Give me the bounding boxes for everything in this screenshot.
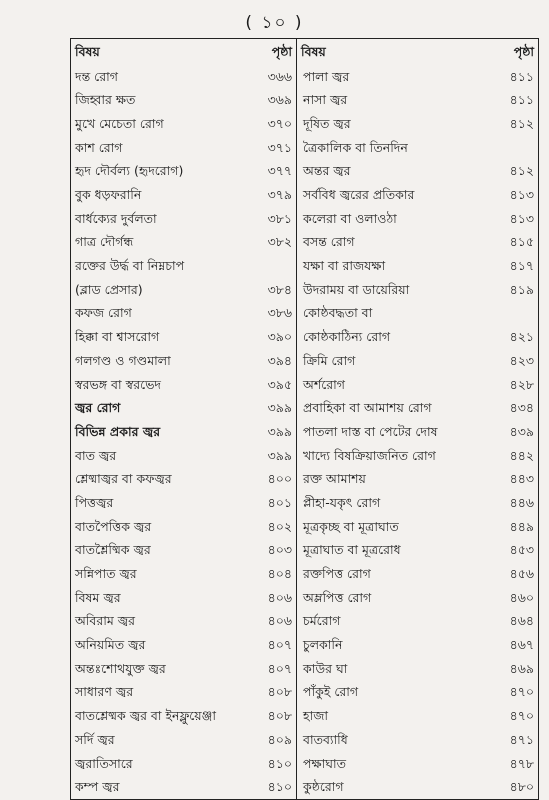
left-page-cell: ৩৯৯ bbox=[249, 420, 297, 444]
left-page-cell: ৪০৮ bbox=[249, 705, 297, 729]
right-page-cell: ৪৩৯ bbox=[509, 423, 534, 439]
right-page-cell: ৪৬৭ bbox=[509, 637, 534, 653]
right-page-cell: ৪২৮ bbox=[509, 376, 534, 392]
left-subject-cell: (ব্লাড প্রেসার) bbox=[75, 281, 143, 297]
right-page-cell: ৪১৯ bbox=[509, 281, 534, 297]
left-page-cell: ৩৭৯ bbox=[249, 183, 297, 207]
right-subject-cell: দূষিত জ্বর bbox=[303, 115, 351, 131]
right-subject-cell: অন্তর জ্বর bbox=[303, 163, 351, 179]
right-page-cell: ৪৪৩ bbox=[509, 471, 534, 487]
table-of-contents bbox=[70, 38, 539, 800]
table-row bbox=[71, 278, 539, 302]
right-subject-cell: খাদ্যে বিষক্রিয়াজনিত রোগ bbox=[303, 447, 436, 463]
table-row bbox=[71, 183, 539, 207]
right-page-cell: ৪৬৯ bbox=[509, 660, 534, 676]
left-subject-cell: বাত জ্বর bbox=[75, 447, 117, 463]
left-page-cell: ৪০৩ bbox=[249, 539, 297, 563]
left-page-cell: ৪০৮ bbox=[249, 681, 297, 705]
right-subject-cell: পালা জ্বর bbox=[303, 68, 350, 84]
table-row bbox=[71, 231, 539, 255]
right-page-cell: ৪১১ bbox=[509, 92, 534, 108]
right-page-cell: ৪১১ bbox=[509, 68, 534, 84]
left-subject-cell: বাতশ্লৈষ্মিক জ্বর bbox=[75, 542, 151, 558]
right-page-cell: ৪৭০ bbox=[509, 684, 534, 700]
right-page-cell: ৪৪৬ bbox=[509, 494, 534, 510]
right-page-cell: ৪২১ bbox=[509, 329, 534, 345]
right-subject-cell: ত্রৈকালিক বা তিনদিন bbox=[303, 139, 408, 155]
right-page-cell: ৪৬৪ bbox=[509, 613, 534, 629]
table-row bbox=[71, 349, 539, 373]
left-subject-cell: কফজ রোগ bbox=[75, 305, 132, 321]
left-page-cell: ৪০১ bbox=[249, 491, 297, 515]
right-subject-cell: কলেরা বা ওলাওঠা bbox=[303, 210, 397, 226]
right-page-cell: ৪৫৩ bbox=[509, 542, 534, 558]
table-row bbox=[71, 207, 539, 231]
left-subject-cell: সর্দি জ্বর bbox=[75, 731, 115, 747]
right-subject-cell: মূত্রাঘাত বা মূত্ররোধ bbox=[303, 542, 401, 558]
left-page-cell: ৪০৪ bbox=[249, 562, 297, 586]
table-row bbox=[71, 776, 539, 800]
right-subject-cell: হাজা bbox=[303, 708, 329, 724]
left-page-cell bbox=[249, 255, 297, 279]
right-page-header: পৃষ্ঠা bbox=[513, 43, 534, 59]
right-subject-cell: বসন্ত রোগ bbox=[303, 234, 355, 250]
left-page-cell: ৪০৯ bbox=[249, 728, 297, 752]
right-subject-cell: যক্ষা বা রাজযক্ষা bbox=[303, 258, 386, 274]
table-row bbox=[71, 681, 539, 705]
right-subject-cell: চুলকানি bbox=[303, 637, 343, 653]
right-page-cell: ৪১৩ bbox=[509, 210, 534, 226]
left-subject-cell: রক্তের উর্দ্ধ বা নিম্নচাপ bbox=[75, 258, 185, 274]
right-page-cell: ৪৪৯ bbox=[509, 518, 534, 534]
left-subject-cell: বাতশ্লেষ্মক জ্বর বা ইনফ্লুয়েঞ্জা bbox=[75, 708, 216, 724]
right-page-cell bbox=[492, 136, 539, 160]
right-page-cell: ৪৮০ bbox=[509, 779, 534, 795]
table-row bbox=[71, 562, 539, 586]
left-subject-cell: দন্ত রোগ bbox=[75, 68, 118, 84]
right-page-cell: ৪৪২ bbox=[509, 447, 534, 463]
right-subject-cell: পাঁকুই রোগ bbox=[303, 684, 359, 700]
right-page-cell: ৪৩৪ bbox=[509, 400, 534, 416]
left-page-cell: ৩৬৬ bbox=[249, 65, 297, 89]
right-subject-cell: কোষ্ঠবদ্ধতা বা bbox=[303, 305, 373, 321]
left-page-cell: ৩৮৬ bbox=[249, 302, 297, 326]
table-row bbox=[71, 539, 539, 563]
left-subject-cell: মুখে মেচেতা রোগ bbox=[75, 115, 164, 131]
right-subject-cell: প্রবাহিকা বা আমাশয় রোগ bbox=[303, 400, 432, 416]
left-subject-cell: গাত্র দৌর্গন্ধ bbox=[75, 234, 134, 250]
right-subject-cell: কাউর ঘা bbox=[303, 660, 348, 676]
left-subject-cell: পিত্তজ্বর bbox=[75, 494, 114, 510]
right-page-cell: ৪১৫ bbox=[509, 234, 534, 250]
left-page-cell: ৪০৭ bbox=[249, 657, 297, 681]
left-subject-cell: হৃদ দৌর্বল্য (হৃদরোগ) bbox=[75, 163, 184, 179]
table-row bbox=[71, 65, 539, 89]
right-subject-cell: উদরাময় বা ডায়েরিয়া bbox=[303, 281, 410, 297]
table-row bbox=[71, 397, 539, 421]
left-subject-cell: স্বরভঙ্গ বা স্বরভেদ bbox=[75, 376, 162, 392]
table-row bbox=[71, 491, 539, 515]
table-row bbox=[71, 468, 539, 492]
right-subject-cell: রক্তপিত্ত রোগ bbox=[303, 566, 371, 582]
table-row bbox=[71, 373, 539, 397]
left-page-cell: ৩৯৯ bbox=[249, 444, 297, 468]
right-subject-cell: মূত্রকৃচ্ছ বা মূত্রাঘাত bbox=[303, 518, 399, 534]
right-page-cell: ৪১৩ bbox=[509, 187, 534, 203]
right-page-cell: ৪৫৬ bbox=[509, 566, 534, 582]
right-page-cell: ৪২৩ bbox=[509, 352, 534, 368]
left-subject-cell: জিহ্বার ক্ষত bbox=[75, 92, 136, 108]
table-row bbox=[71, 657, 539, 681]
right-page-cell: ৪৭১ bbox=[509, 731, 534, 747]
right-subject-cell: কুষ্ঠরোগ bbox=[303, 779, 344, 795]
table-row bbox=[71, 752, 539, 776]
table-row bbox=[71, 420, 539, 444]
left-subject-cell: বার্ধক্যের দুর্বলতা bbox=[75, 210, 157, 226]
left-page-cell: ৩৭০ bbox=[249, 112, 297, 136]
left-page-cell: ৪০৬ bbox=[249, 610, 297, 634]
left-subject-cell: সন্নিপাত জ্বর bbox=[75, 566, 137, 582]
left-page-cell: ৪০৬ bbox=[249, 586, 297, 610]
right-page-cell: ৪৭৮ bbox=[509, 755, 534, 771]
left-subject-cell: বিষম জ্বর bbox=[75, 589, 121, 605]
left-subject-cell: গলগণ্ড ও গণ্ডমালা bbox=[75, 352, 171, 368]
left-page-cell: ৩৮৪ bbox=[249, 278, 297, 302]
left-page-cell: ৩৮১ bbox=[249, 207, 297, 231]
left-page-cell: ৩৭৭ bbox=[249, 160, 297, 184]
right-subject-cell: পাতলা দাস্ত বা পেটের দোষ bbox=[303, 423, 438, 439]
table-row bbox=[71, 112, 539, 136]
left-page-cell: ৩৭১ bbox=[249, 136, 297, 160]
left-subject-cell: বাতপৈত্তিক জ্বর bbox=[75, 518, 152, 534]
left-page-header: পৃষ্ঠা bbox=[249, 39, 297, 66]
right-subject-cell: রক্ত আমাশয় bbox=[303, 471, 366, 487]
right-subject-cell: চর্মরোগ bbox=[303, 613, 341, 629]
table-row bbox=[71, 326, 539, 350]
left-page-cell: ৪১০ bbox=[249, 752, 297, 776]
table-row bbox=[71, 610, 539, 634]
right-page-cell: ৪৭০ bbox=[509, 708, 534, 724]
left-subject-cell: বুক ধড়ফরানি bbox=[75, 187, 142, 203]
table-row bbox=[71, 160, 539, 184]
right-subject-cell: প্লীহা-যকৃৎ রোগ bbox=[303, 494, 381, 510]
table-row bbox=[71, 255, 539, 279]
right-subject-cell: অর্শরোগ bbox=[303, 376, 345, 392]
left-subject-header: বিষয় bbox=[75, 43, 100, 59]
left-subject-cell: কাশ রোগ bbox=[75, 139, 123, 155]
left-page-cell: ৩৯৫ bbox=[249, 373, 297, 397]
table-row bbox=[71, 302, 539, 326]
table-row bbox=[71, 444, 539, 468]
table-row bbox=[71, 705, 539, 729]
left-subject-cell: অবিরাম জ্বর bbox=[75, 613, 136, 629]
left-page-cell: ৪১০ bbox=[249, 776, 297, 800]
left-subject-cell: অন্তঃশোথযুক্ত জ্বর bbox=[75, 660, 166, 676]
header-row bbox=[71, 39, 539, 66]
right-page-cell: ৪৬০ bbox=[509, 589, 534, 605]
table-row bbox=[71, 515, 539, 539]
left-subject-cell: জ্বরাতিসারে bbox=[75, 755, 133, 771]
right-subject-cell: অম্লপিত্ত রোগ bbox=[303, 589, 372, 605]
left-subject-cell: বিভিন্ন প্রকার জ্বর bbox=[75, 423, 161, 439]
right-subject-header: বিষয় bbox=[301, 43, 326, 59]
table-row bbox=[71, 136, 539, 160]
page-number: ( ১০ ) bbox=[245, 13, 304, 33]
right-page-cell bbox=[492, 302, 539, 326]
left-page-cell: ৪০২ bbox=[249, 515, 297, 539]
left-subject-cell: অনিয়মিত জ্বর bbox=[75, 637, 146, 653]
right-page-cell: ৪১২ bbox=[509, 115, 534, 131]
table-row bbox=[71, 89, 539, 113]
table-row bbox=[71, 634, 539, 658]
left-page-cell: ৩৬৯ bbox=[249, 89, 297, 113]
left-subject-cell: জ্বর রোগ bbox=[75, 400, 121, 416]
left-page-cell: ৩৯০ bbox=[249, 326, 297, 350]
left-page-cell: ৩৮২ bbox=[249, 231, 297, 255]
toc-body bbox=[71, 65, 539, 800]
right-subject-cell: নাসা জ্বর bbox=[303, 92, 348, 108]
right-subject-cell: কোষ্ঠকাঠিন্য রোগ bbox=[303, 329, 391, 345]
left-subject-cell: শ্লেষ্মাজ্বর বা কফজ্বর bbox=[75, 471, 172, 487]
left-page-cell: ৩৯৯ bbox=[249, 397, 297, 421]
right-subject-cell: ক্রিমি রোগ bbox=[303, 352, 356, 368]
right-subject-cell: পক্ষাঘাত bbox=[303, 755, 346, 771]
right-page-cell: ৪১৭ bbox=[509, 258, 534, 274]
left-page-cell: ৪০৭ bbox=[249, 634, 297, 658]
table-row bbox=[71, 586, 539, 610]
left-subject-cell: সাধারণ জ্বর bbox=[75, 684, 134, 700]
right-subject-cell: সর্ববিধ জ্বরের প্রতিকার bbox=[303, 187, 415, 203]
table-row bbox=[71, 728, 539, 752]
left-page-cell: ৪০০ bbox=[249, 468, 297, 492]
right-page-cell: ৪১২ bbox=[509, 163, 534, 179]
right-subject-cell: বাতব্যাধি bbox=[303, 731, 348, 747]
left-page-cell: ৩৯৪ bbox=[249, 349, 297, 373]
left-subject-cell: হিক্কা বা শ্বাসরোগ bbox=[75, 329, 160, 345]
left-subject-cell: কম্প জ্বর bbox=[75, 779, 120, 795]
